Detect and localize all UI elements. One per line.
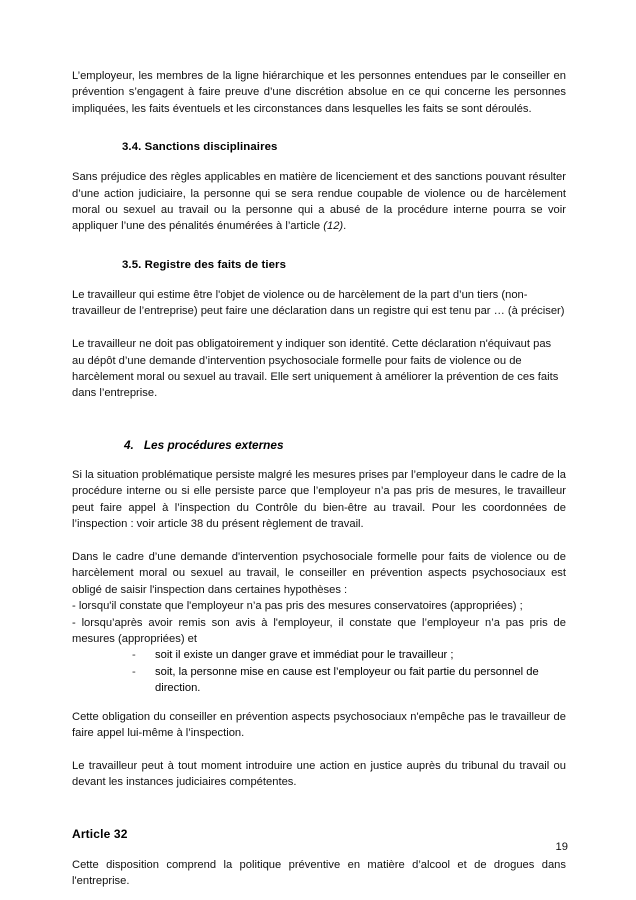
list-item [72,647,566,663]
paragraph-discretion: L’employeur, les membres de la ligne hiérarchique et les personnes entendues par le conseiller en prévention s’engagent à faire preuve d’une discrétion absolue en ce qui concerne les personnes impliquées, les faits éventuels et les circonstances dans lesquelles les faits se sont déroulés. [72,70,566,115]
list-item-label: soit il existe un danger grave et immédiat pour le travailleur ; [155,649,454,662]
spacer [72,697,566,709]
paragraph-registre-identite: Le travailleur ne doit pas obligatoirement y indiquer son identité. Cette déclaration n'équivaut pas au dépôt d’une demande d’intervention psychosociale formelle pour faits de violence ou de harcèlement moral ou sexuel au travail. Elle sert uniquement à améliorer la prévention de ces faits dans l’entreprise. [72,338,559,400]
hypotheses-dash-list [72,647,566,696]
heading-3-4-sanctions-disciplinaires: 3.4. Sanctions disciplinaires [122,141,278,154]
heading-4-les-procedures-externes [72,438,566,453]
spacer [72,273,566,287]
spacer [72,155,566,169]
heading-4-number: 4. [124,437,134,452]
heading-3-5-registre-des-faits-de-tiers: 3.5. Registre des faits de tiers [122,258,287,271]
dash-bullet-icon: - [132,649,136,662]
paragraph-procedure-externe-inspection: Si la situation problématique persiste malgré les mesures prises par l’employeur dans le cadre de la procédure interne ou si elle persiste parce que l’employeur n’a pas pris de mesures, le travailleur peut faire appel à l’inspection du Contrôle du bien-être au travail. Pour les coordonnées de l’inspection : voir article 38 du présent règlement de travail. [72,468,566,530]
heading-4-label: Les procédures externes [143,437,284,452]
paragraph-hypothese-2: - lorsqu’après avoir remis son avis à l'employeur, il constate que l’employeur n’a pas pris de mesures (appropriées) et [72,616,566,645]
heading-article-32: Article 32 [72,826,128,841]
list-item [72,664,566,697]
spacer [72,791,566,827]
list-item-label: soit, la personne mise en cause est l’employeur ou fait partie du personnel de direction. [155,665,539,695]
spacer [72,532,566,549]
spacer [72,453,566,467]
paragraph-hypothese-1: - lorsqu'il constate que l'employeur n’a pas pris des mesures conservatoires (appropriées) ; [72,600,523,613]
paragraph-obligation-conseiller: Cette obligation du conseiller en prévention aspects psychosociaux n'empêche pas le travailleur de faire appel lui-même à l’inspection. [72,710,566,739]
paragraph-sanctions-tail: . [343,220,347,233]
spacer [72,842,566,857]
paragraph-sanctions [72,169,566,235]
paragraph-sanctions-text: Sans préjudice des règles applicables en matière de licenciement et des sanctions pouvant résulter d’une action judiciaire, la personne qui se sera rendue coupable de violence ou de harcèlement moral ou sexuel au travail ou la personne qui a abusé de la procédure interne pourra se voir appliquer l’une des pénalités énumérées à l’article [72,171,566,233]
paragraph-action-en-justice: Le travailleur peut à tout moment introduire une action en justice auprès du tribunal du travail ou devant les instances judiciaires compétentes. [72,759,566,789]
article-reference-12: (12) [323,220,344,233]
paragraph-registre-declaration: Le travailleur qui estime être l'objet de violence ou de harcèlement de la part d’un tiers (non-travailleur de l’entreprise) peut faire une déclaration dans un registre qui est tenu par … (à préciser) [72,288,565,318]
paragraph-demande-intervention: Dans le cadre d’une demande d'intervention psychosociale formelle pour faits de violence ou de harcèlement moral ou sexuel au travail, le conseiller en prévention aspects psychosociaux est obligé de saisir l'inspection dans certaines hypothèses : [72,550,566,596]
document-body [72,68,566,890]
spacer [72,117,566,140]
page-number: 19 [555,841,568,853]
spacer [72,235,566,258]
dash-bullet-icon: - [132,665,136,678]
spacer [72,320,566,337]
paragraph-article-32-body: Cette disposition comprend la politique préventive en matière d’alcool et de drogues dans l'entreprise. [72,858,566,888]
spacer [72,741,566,758]
spacer [72,402,566,438]
